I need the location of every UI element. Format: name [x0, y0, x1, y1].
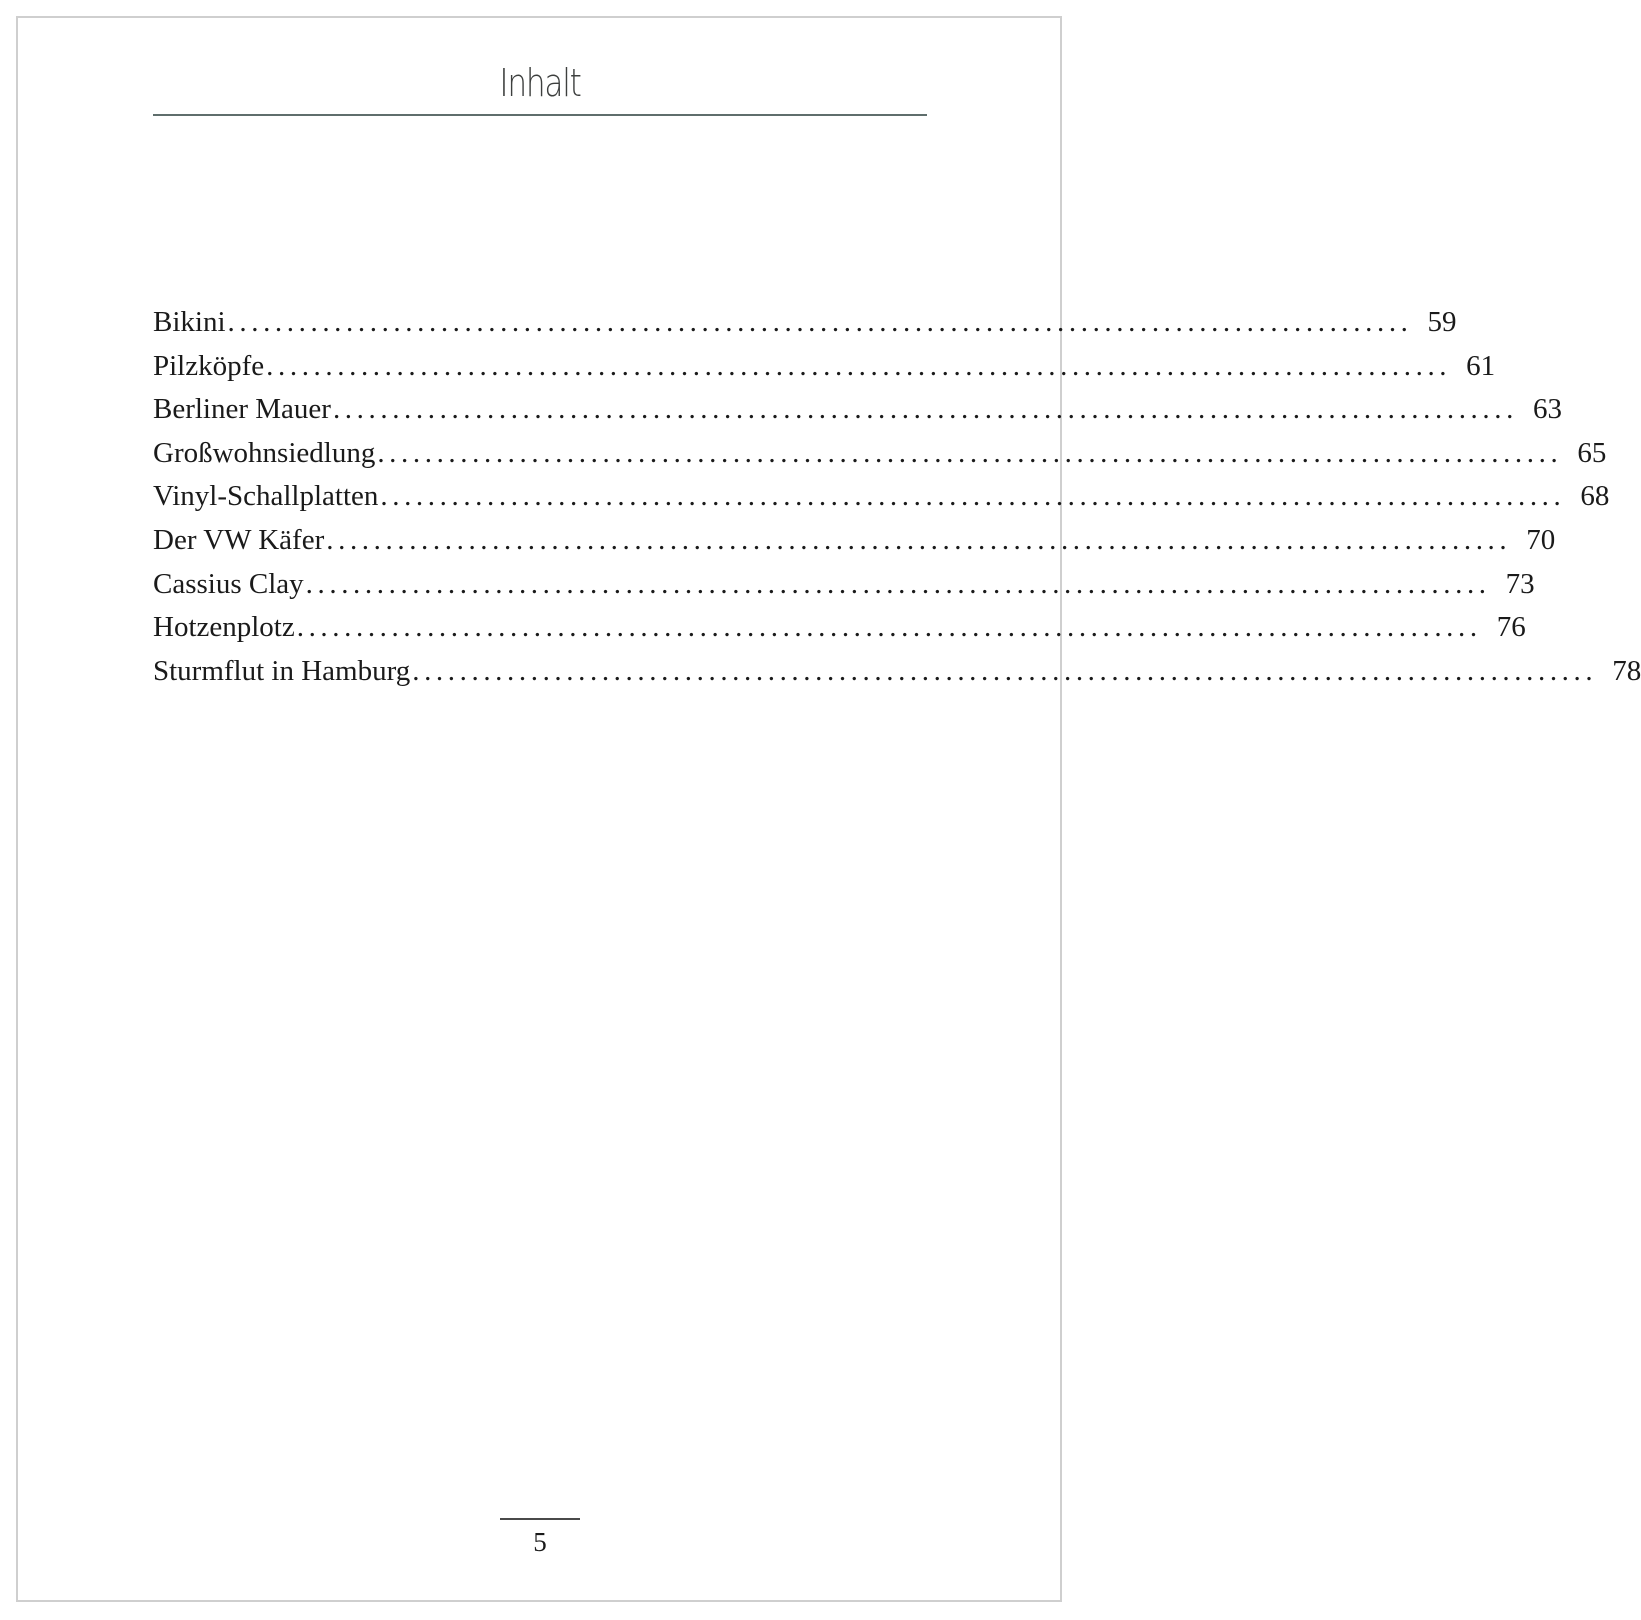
dot-leader: ....................................................................................................	[296, 611, 1482, 644]
toc-entry-page: 76	[1496, 611, 1526, 644]
toc-entry-title: Vinyl-Schallplatten	[153, 480, 379, 513]
toc-entry-page: 63	[1532, 393, 1562, 426]
toc-entry-page: 70	[1526, 523, 1556, 556]
dot-leader: ....................................................................................................	[266, 349, 1452, 382]
dot-leader: ....................................................................................................	[412, 654, 1598, 687]
dot-leader: ....................................................................................................	[380, 480, 1566, 513]
toc-entry-page: 65	[1577, 436, 1607, 469]
page-number-rule	[500, 1518, 580, 1520]
toc-entry[interactable]	[153, 523, 1556, 568]
toc-entry[interactable]	[153, 349, 1496, 394]
page-frame	[16, 16, 1062, 1602]
toc-entry-page: 73	[1505, 567, 1535, 600]
toc-entry-title: Berliner Mauer	[153, 393, 331, 426]
toc-entry-page: 59	[1427, 306, 1457, 338]
toc-entry[interactable]	[153, 393, 1562, 437]
dot-leader: ....................................................................................................	[377, 436, 1563, 469]
toc-entry-page: 78	[1612, 654, 1641, 687]
toc-entry-title: Sturmflut in Hamburg	[153, 654, 411, 687]
table-of-contents	[153, 306, 1641, 698]
page-number: 5	[533, 1527, 547, 1557]
toc-entry-title: Der VW Käfer	[153, 523, 325, 556]
toc-entry[interactable]	[153, 480, 1610, 524]
toc-entry-title: Großwohnsiedlung	[153, 436, 376, 469]
toc-entry[interactable]	[153, 436, 1607, 481]
page-title: Inhalt	[499, 61, 581, 105]
header-divider	[153, 114, 927, 116]
toc-entry[interactable]	[153, 306, 1457, 350]
toc-entry[interactable]	[153, 611, 1526, 655]
dot-leader: ....................................................................................................	[305, 567, 1491, 600]
toc-entry-title: Cassius Clay	[153, 567, 304, 600]
toc-entry[interactable]	[153, 567, 1535, 612]
toc-entry-page: 61	[1466, 349, 1496, 382]
toc-entry-page: 68	[1580, 480, 1610, 513]
dot-leader: ....................................................................................................	[227, 306, 1413, 338]
toc-entry-title: Pilzköpfe	[153, 349, 265, 382]
toc-entry-title: Hotzenplotz	[153, 611, 295, 644]
dot-leader: ....................................................................................................	[326, 523, 1512, 556]
toc-entry-title: Bikini	[153, 306, 226, 338]
toc-entry[interactable]	[153, 654, 1641, 699]
dot-leader: ....................................................................................................	[332, 393, 1518, 426]
